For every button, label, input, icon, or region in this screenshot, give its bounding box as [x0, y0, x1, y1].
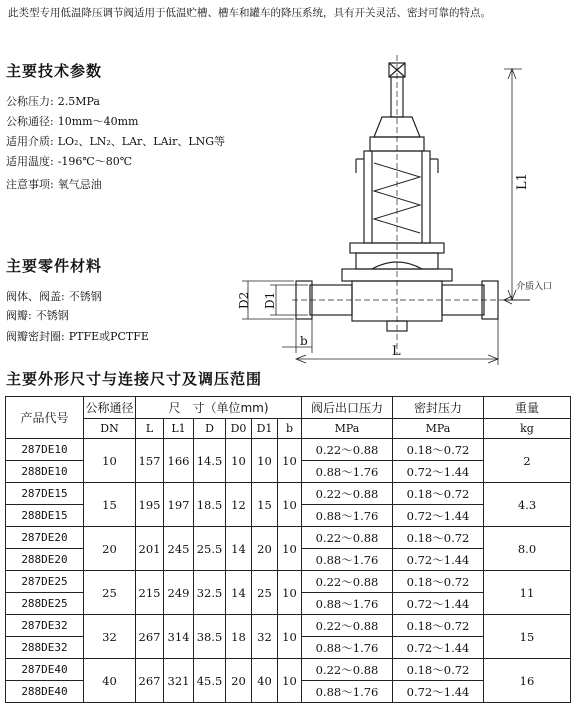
- code-cell: 287DE10: [6, 439, 84, 461]
- outlet-cell: 0.22～0.88: [302, 527, 393, 549]
- weight-cell: 2: [484, 439, 571, 483]
- L1-cell: 314: [164, 615, 194, 659]
- col-D1: D1: [252, 419, 278, 439]
- material-value: 不锈钢: [68, 290, 102, 303]
- col-dims: 尺 寸（单位mm): [136, 397, 302, 419]
- code-cell: 288DE25: [6, 593, 84, 615]
- L1-cell: 245: [164, 527, 194, 571]
- col-D0: D0: [226, 419, 252, 439]
- material-disc: [6, 309, 69, 323]
- L-cell: 267: [136, 659, 164, 703]
- L-cell: 201: [136, 527, 164, 571]
- material-label: 阀瓣密封圈:: [6, 330, 65, 343]
- seal-cell: 0.18～0.72: [393, 483, 484, 505]
- col-seal: 密封压力: [393, 397, 484, 419]
- b-cell: 10: [278, 571, 302, 615]
- seal-cell: 0.18～0.72: [393, 439, 484, 461]
- seal-cell: 0.72～1.44: [393, 505, 484, 527]
- param-label: 公称通径:: [6, 115, 54, 128]
- label-D1: D1: [263, 291, 277, 309]
- seal-cell: 0.18～0.72: [393, 527, 484, 549]
- label-b: b: [300, 334, 308, 348]
- param-label: 适用温度:: [6, 155, 54, 168]
- outlet-cell: 0.22～0.88: [302, 615, 393, 637]
- outlet-cell: 0.22～0.88: [302, 439, 393, 461]
- material-label: 阀瓣:: [6, 309, 32, 322]
- param-value: LO₂、LN₂、LAr、LAir、LNG等: [57, 135, 226, 148]
- D1-cell: 40: [252, 659, 278, 703]
- outlet-cell: 0.88～1.76: [302, 461, 393, 483]
- param-value: 氧气忌油: [57, 178, 102, 191]
- table-row: [6, 571, 571, 593]
- D-cell: 18.5: [194, 483, 226, 527]
- material-seal: [6, 330, 149, 344]
- label-D2: D2: [237, 291, 251, 309]
- param-medium: [6, 135, 225, 149]
- weight-cell: 15: [484, 615, 571, 659]
- outlet-cell: 0.22～0.88: [302, 659, 393, 681]
- param-pressure: [6, 95, 100, 109]
- seal-cell: 0.72～1.44: [393, 593, 484, 615]
- table-row: [6, 615, 571, 637]
- material-value: PTFE或PCTFE: [68, 330, 149, 343]
- col-dn-unit: DN: [84, 419, 136, 439]
- dn-cell: 40: [84, 659, 136, 703]
- L1-cell: 249: [164, 571, 194, 615]
- L-cell: 215: [136, 571, 164, 615]
- col-outlet: 阀后出口压力: [302, 397, 393, 419]
- table-row: [6, 439, 571, 461]
- b-cell: 10: [278, 527, 302, 571]
- b-cell: 10: [278, 659, 302, 703]
- D0-cell: 10: [226, 439, 252, 483]
- table-heading: 主要外形尺寸与连接尺寸及调压范围: [6, 370, 263, 388]
- D-cell: 38.5: [194, 615, 226, 659]
- code-cell: 288DE15: [6, 505, 84, 527]
- outlet-cell: 0.88～1.76: [302, 593, 393, 615]
- dn-cell: 32: [84, 615, 136, 659]
- material-label: 阀体、阀盖:: [6, 290, 65, 303]
- seal-cell: 0.18～0.72: [393, 615, 484, 637]
- L1-cell: 166: [164, 439, 194, 483]
- L1-cell: 321: [164, 659, 194, 703]
- D0-cell: 14: [226, 571, 252, 615]
- param-label: 注意事项:: [6, 178, 54, 191]
- col-weight: 重量: [484, 397, 571, 419]
- param-diameter: [6, 115, 138, 129]
- L-cell: 157: [136, 439, 164, 483]
- col-weight-unit: kg: [484, 419, 571, 439]
- D1-cell: 10: [252, 439, 278, 483]
- code-cell: 288DE32: [6, 637, 84, 659]
- col-dn: 公称通径: [84, 397, 136, 419]
- weight-cell: 4.3: [484, 483, 571, 527]
- L-cell: 267: [136, 615, 164, 659]
- outlet-cell: 0.88～1.76: [302, 505, 393, 527]
- param-temperature: [6, 155, 132, 169]
- outlet-cell: 0.22～0.88: [302, 571, 393, 593]
- col-code: 产品代号: [6, 397, 84, 439]
- col-outlet-unit: MPa: [302, 419, 393, 439]
- col-b: b: [278, 419, 302, 439]
- param-label: 适用介质:: [6, 135, 54, 148]
- code-cell: 288DE20: [6, 549, 84, 571]
- D0-cell: 18: [226, 615, 252, 659]
- param-notice: [6, 178, 102, 192]
- code-cell: 287DE40: [6, 659, 84, 681]
- param-value: -196℃～80℃: [57, 155, 133, 168]
- D1-cell: 20: [252, 527, 278, 571]
- dn-cell: 25: [84, 571, 136, 615]
- weight-cell: 8.0: [484, 527, 571, 571]
- seal-cell: 0.72～1.44: [393, 637, 484, 659]
- label-L: L: [392, 344, 401, 359]
- D-cell: 25.5: [194, 527, 226, 571]
- b-cell: 10: [278, 439, 302, 483]
- seal-cell: 0.72～1.44: [393, 549, 484, 571]
- label-L1: L1: [515, 173, 530, 190]
- material-body: [6, 290, 102, 304]
- seal-cell: 0.72～1.44: [393, 681, 484, 703]
- dn-cell: 15: [84, 483, 136, 527]
- b-cell: 10: [278, 483, 302, 527]
- table-row: [6, 659, 571, 681]
- valve-drawing: [232, 55, 572, 365]
- inlet-label: 介质入口: [516, 282, 553, 292]
- dn-cell: 20: [84, 527, 136, 571]
- D0-cell: 20: [226, 659, 252, 703]
- D-cell: 32.5: [194, 571, 226, 615]
- weight-cell: 16: [484, 659, 571, 703]
- intro-text: 此类型专用低温降压调节阀适用于低温贮槽、槽车和罐车的降压系统，具有开关灵活、密封可靠的特点。: [8, 7, 491, 19]
- L1-cell: 197: [164, 483, 194, 527]
- spec-table: [5, 396, 571, 703]
- weight-cell: 11: [484, 571, 571, 615]
- dn-cell: 10: [84, 439, 136, 483]
- b-cell: 10: [278, 615, 302, 659]
- outlet-cell: 0.88～1.76: [302, 549, 393, 571]
- code-cell: 288DE40: [6, 681, 84, 703]
- code-cell: 287DE32: [6, 615, 84, 637]
- D1-cell: 15: [252, 483, 278, 527]
- param-value: 10mm～40mm: [57, 115, 139, 128]
- col-L: L: [136, 419, 164, 439]
- D-cell: 14.5: [194, 439, 226, 483]
- D1-cell: 25: [252, 571, 278, 615]
- code-cell: 287DE20: [6, 527, 84, 549]
- col-seal-unit: MPa: [393, 419, 484, 439]
- D0-cell: 12: [226, 483, 252, 527]
- outlet-cell: 0.22～0.88: [302, 483, 393, 505]
- outlet-cell: 0.88～1.76: [302, 637, 393, 659]
- materials-heading: 主要零件材料: [6, 257, 103, 275]
- code-cell: 287DE15: [6, 483, 84, 505]
- col-D: D: [194, 419, 226, 439]
- seal-cell: 0.18～0.72: [393, 659, 484, 681]
- L-cell: 195: [136, 483, 164, 527]
- params-heading: 主要技术参数: [6, 62, 103, 80]
- code-cell: 287DE25: [6, 571, 84, 593]
- material-value: 不锈钢: [35, 309, 69, 322]
- param-value: 2.5MPa: [57, 95, 100, 108]
- code-cell: 288DE10: [6, 461, 84, 483]
- table-row: [6, 527, 571, 549]
- table-row: [6, 483, 571, 505]
- seal-cell: 0.72～1.44: [393, 461, 484, 483]
- param-label: 公称压力:: [6, 95, 54, 108]
- D0-cell: 14: [226, 527, 252, 571]
- D-cell: 45.5: [194, 659, 226, 703]
- outlet-cell: 0.88～1.76: [302, 681, 393, 703]
- seal-cell: 0.18～0.72: [393, 571, 484, 593]
- D1-cell: 32: [252, 615, 278, 659]
- col-L1: L1: [164, 419, 194, 439]
